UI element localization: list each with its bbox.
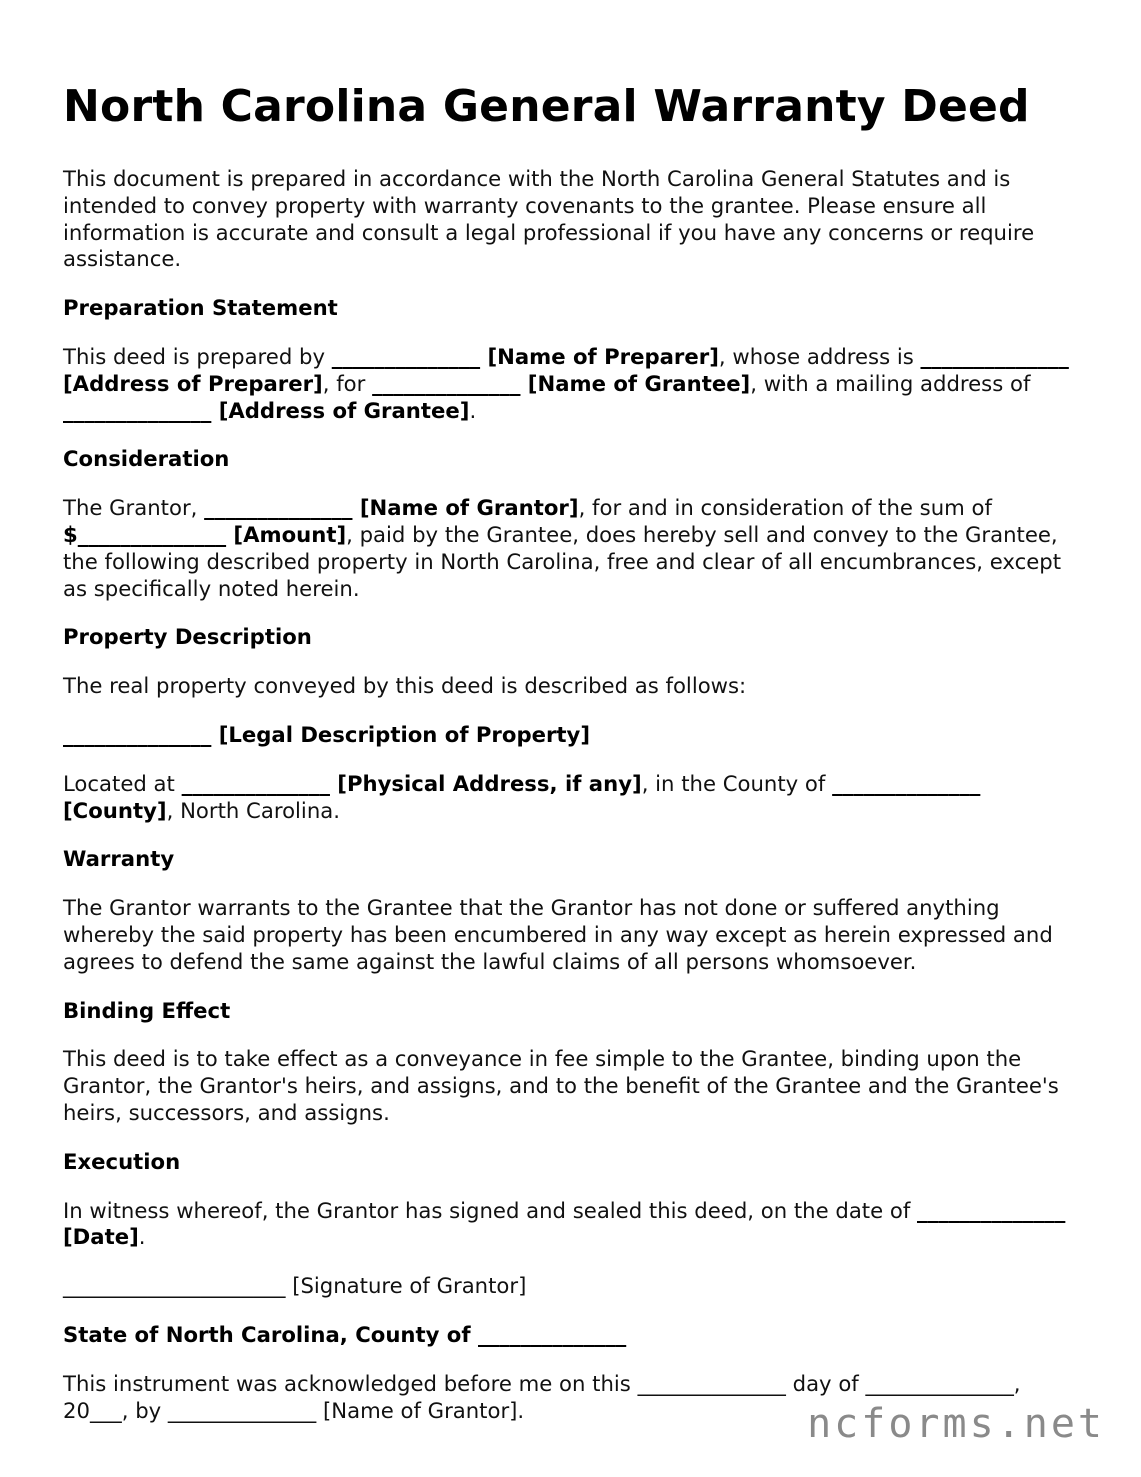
grantee-address-field: ______________ [Address of Grantee] [63,397,470,423]
warranty-paragraph: The Grantor warrants to the Grantee that the Grantor has not done or suffered anything whereby the said property has been encumbered in any way except as herein expressed and agrees to defend the same against the lawful claims of all persons whomsoever. [63,895,1053,974]
legal-description-line [63,722,1073,749]
preparation-heading: Preparation Statement [63,295,338,321]
consideration-paragraph: The Grantor, ______________ [Name of Grantor], for and in consideration of the sum of $______________ [Amount], paid by the Grantee, does hereby sell and convey to the Grantee, the following described property in North Carolina, free and clear of all encumbrances, except as specifically noted herein. [63,495,1062,601]
county-field: ______________ [County] [63,770,981,823]
document-title: North Carolina General Warranty Deed [63,81,1030,132]
property-heading: Property Description [63,624,312,650]
grantee-name-field: ______________ [Name of Grantee] [372,370,751,396]
property-intro: The real property conveyed by this deed is described as follows: [63,673,747,699]
binding-paragraph: This deed is to take effect as a conveyance in fee simple to the Grantee, binding upon the Grantor, the Grantor's heirs, and assigns, and to the benefit of the Grantee and the Grantee's heirs, successors, and assigns. [63,1046,1059,1125]
preparer-address-field: ______________ [Address of Preparer] [63,343,1069,396]
intro-paragraph: This document is prepared in accordance with the North Carolina General Statutes and is intended to convey property with warranty covenants to the grantee. Please ensure all information is accurate and consult a legal professional if you have any concerns or require assistance. [63,166,1035,272]
grantor-name-field: ______________ [Name of Grantor] [204,495,579,521]
execution-heading: Execution [63,1148,181,1174]
notary-heading: State of North Carolina, County of ______________ [63,1321,627,1347]
physical-address-field: ______________ [Physical Address, if any] [181,770,642,796]
notary-paragraph: This instrument was acknowledged before me on this ______________ day of ______________, 20___, by ______________ [Name of Grantor]. [63,1370,1021,1423]
amount-field: $______________ [Amount] [63,521,347,547]
preparer-name-field: ______________ [Name of Preparer] [331,343,719,369]
consideration-heading: Consideration [63,446,230,472]
date-field: ______________ [Date] [63,1197,1066,1250]
preparation-paragraph: This deed is prepared by ______________ [Name of Preparer], whose address is ______________ [Address of Preparer], for ______________ [Name of Grantee], with a mailing address of ______________ [Address of Grantee]. [63,343,1069,423]
warranty-heading: Warranty [63,846,175,872]
site-watermark: ncforms.net [807,1401,1105,1447]
location-paragraph: Located at ______________ [Physical Address, if any], in the County of ______________ [County], North Carolina. [63,770,981,823]
document-page [63,78,1073,1446]
grantor-signature-line: _____________________ [Signature of Grantor] [63,1273,527,1299]
binding-heading: Binding Effect [63,997,231,1023]
legal-description-field: ______________ [Legal Description of Property] [63,721,591,747]
execution-paragraph: In witness whereof, the Grantor has signed and sealed this deed, on the date of ______________ [Date]. [63,1197,1066,1250]
